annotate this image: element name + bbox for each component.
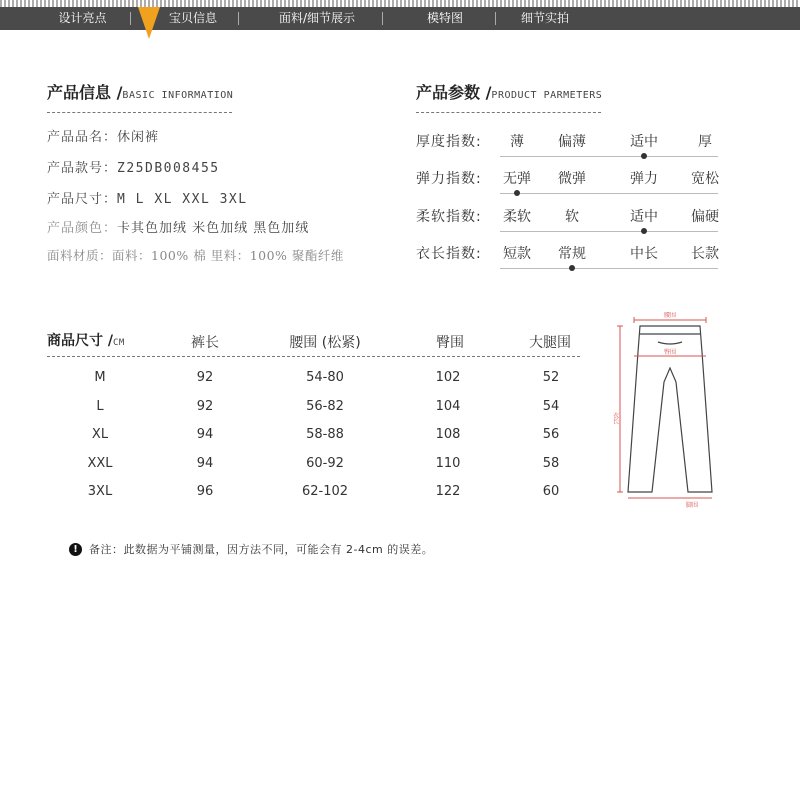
warning-icon: ! bbox=[69, 543, 82, 556]
size-label: M bbox=[94, 370, 106, 385]
size-label: XL bbox=[91, 427, 109, 442]
param-option: 适中 bbox=[630, 134, 658, 150]
size-cell: 62-102 bbox=[301, 484, 349, 499]
tab-fabric-details[interactable]: 面料/细节展示 bbox=[278, 11, 356, 25]
tab-detail-shots[interactable]: 细节实拍 bbox=[520, 11, 569, 25]
size-cell: 58 bbox=[542, 455, 560, 471]
nav-divider bbox=[495, 12, 496, 25]
param-scale-line bbox=[500, 231, 718, 232]
param-option: 中长 bbox=[630, 246, 658, 262]
param-selected-dot bbox=[569, 265, 575, 271]
size-cell: 60-92 bbox=[306, 455, 344, 471]
param-option: 柔软 bbox=[503, 209, 531, 225]
hem-label: 脚围 bbox=[685, 502, 699, 509]
size-cell: 122 bbox=[435, 484, 461, 499]
active-tab-arrow-icon bbox=[138, 7, 160, 39]
param-scale-line bbox=[500, 268, 718, 269]
param-option: 厚 bbox=[698, 134, 712, 150]
info-value: 卡其色加绒 米色加绒 黑色加绒 bbox=[117, 221, 310, 236]
size-cell: 92 bbox=[196, 398, 214, 414]
info-label: 产品款号： bbox=[47, 161, 118, 176]
info-value: Z25DB008455 bbox=[117, 161, 220, 176]
size-cell: 92 bbox=[196, 370, 214, 385]
size-unit: CM bbox=[113, 338, 125, 348]
param-option: 长款 bbox=[691, 246, 719, 262]
top-chain-border bbox=[0, 0, 800, 7]
info-label: 面料材质： bbox=[47, 248, 113, 263]
param-option: 常规 bbox=[558, 246, 586, 262]
param-option: 宽松 bbox=[691, 171, 719, 187]
size-cell: 54-80 bbox=[306, 370, 344, 385]
size-cell: 108 bbox=[435, 427, 461, 442]
size-cell: 96 bbox=[196, 484, 214, 499]
tab-model-photos[interactable]: 模特图 bbox=[426, 11, 463, 25]
size-cell: 52 bbox=[542, 370, 560, 385]
col-header-length: 裤长 bbox=[191, 335, 219, 351]
info-label: 产品颜色： bbox=[47, 221, 118, 236]
length-label: 衣长 bbox=[612, 412, 619, 424]
info-value: 面料：100% 棉 里料：100% 聚酯纤维 bbox=[112, 248, 344, 263]
param-option: 偏薄 bbox=[558, 134, 586, 150]
info-row-name bbox=[47, 126, 159, 145]
tab-product-info[interactable]: 宝贝信息 bbox=[168, 11, 217, 25]
size-cell: 56-82 bbox=[306, 398, 344, 414]
param-label: 柔软指数: bbox=[416, 209, 482, 225]
product-params-heading bbox=[416, 80, 602, 103]
param-option: 弹力 bbox=[630, 171, 658, 187]
size-label: 3XL bbox=[87, 484, 113, 499]
size-cell: 60 bbox=[542, 484, 560, 499]
param-option: 无弹 bbox=[503, 171, 531, 187]
nav-divider bbox=[130, 12, 131, 25]
size-label: XXL bbox=[87, 455, 113, 471]
size-cell: 54 bbox=[542, 398, 560, 414]
tab-design-highlights[interactable]: 设计亮点 bbox=[58, 11, 107, 25]
nav-bar bbox=[0, 7, 800, 30]
param-scale-line bbox=[500, 193, 718, 194]
col-header-thigh: 大腿围 bbox=[529, 335, 571, 351]
info-value: 休闲裤 bbox=[117, 130, 160, 145]
product-params-title: 产品参数 / bbox=[416, 83, 492, 102]
info-row-sizes bbox=[47, 188, 248, 207]
info-label: 产品品名： bbox=[47, 130, 118, 145]
waist-label: 腰围 bbox=[663, 312, 677, 319]
param-selected-dot bbox=[514, 190, 520, 196]
param-option: 薄 bbox=[510, 134, 524, 150]
param-scale-line bbox=[500, 156, 718, 157]
nav-divider bbox=[382, 12, 383, 25]
size-cell: 110 bbox=[435, 455, 461, 471]
divider bbox=[47, 112, 232, 113]
size-label: L bbox=[96, 398, 104, 414]
info-row-material bbox=[47, 246, 344, 264]
col-header-hip: 臀围 bbox=[436, 335, 464, 351]
size-table-title: 商品尺寸 / bbox=[47, 333, 113, 349]
measurement-note: 备注：此数据为平铺测量，因方法不同，可能会有 2-4cm 的误差。 bbox=[89, 543, 434, 556]
param-option: 短款 bbox=[503, 246, 531, 262]
param-label: 厚度指数: bbox=[416, 134, 482, 150]
size-cell: 94 bbox=[196, 455, 214, 471]
param-option: 微弹 bbox=[558, 171, 586, 187]
product-params-title-en: PRODUCT PARMETERS bbox=[491, 90, 603, 101]
param-label: 弹力指数: bbox=[416, 171, 482, 187]
size-cell: 56 bbox=[542, 427, 560, 442]
hip-label: 臀围 bbox=[663, 349, 677, 356]
col-header-waist: 腰围 (松紧) bbox=[289, 335, 361, 351]
param-selected-dot bbox=[641, 153, 647, 159]
info-row-sku bbox=[47, 157, 220, 176]
product-info-title: 产品信息 / bbox=[47, 83, 123, 102]
param-option: 适中 bbox=[630, 209, 658, 225]
size-cell: 102 bbox=[435, 370, 461, 385]
size-table-heading bbox=[47, 330, 125, 350]
product-info-title-en: BASIC INFORMATION bbox=[122, 90, 234, 101]
nav-divider bbox=[238, 12, 239, 25]
param-selected-dot bbox=[641, 228, 647, 234]
info-label: 产品尺寸： bbox=[47, 192, 118, 207]
size-cell: 58-88 bbox=[306, 427, 344, 442]
param-option: 偏硬 bbox=[691, 209, 719, 225]
pants-measurement-diagram bbox=[612, 312, 728, 514]
size-cell: 94 bbox=[196, 427, 214, 442]
table-divider bbox=[47, 356, 580, 357]
param-label: 衣长指数: bbox=[416, 246, 482, 262]
info-value: M L XL XXL 3XL bbox=[117, 192, 248, 207]
param-option: 软 bbox=[565, 209, 579, 225]
product-info-heading bbox=[47, 80, 233, 103]
size-cell: 104 bbox=[435, 398, 461, 414]
divider bbox=[416, 112, 601, 113]
info-row-colors bbox=[47, 217, 309, 236]
